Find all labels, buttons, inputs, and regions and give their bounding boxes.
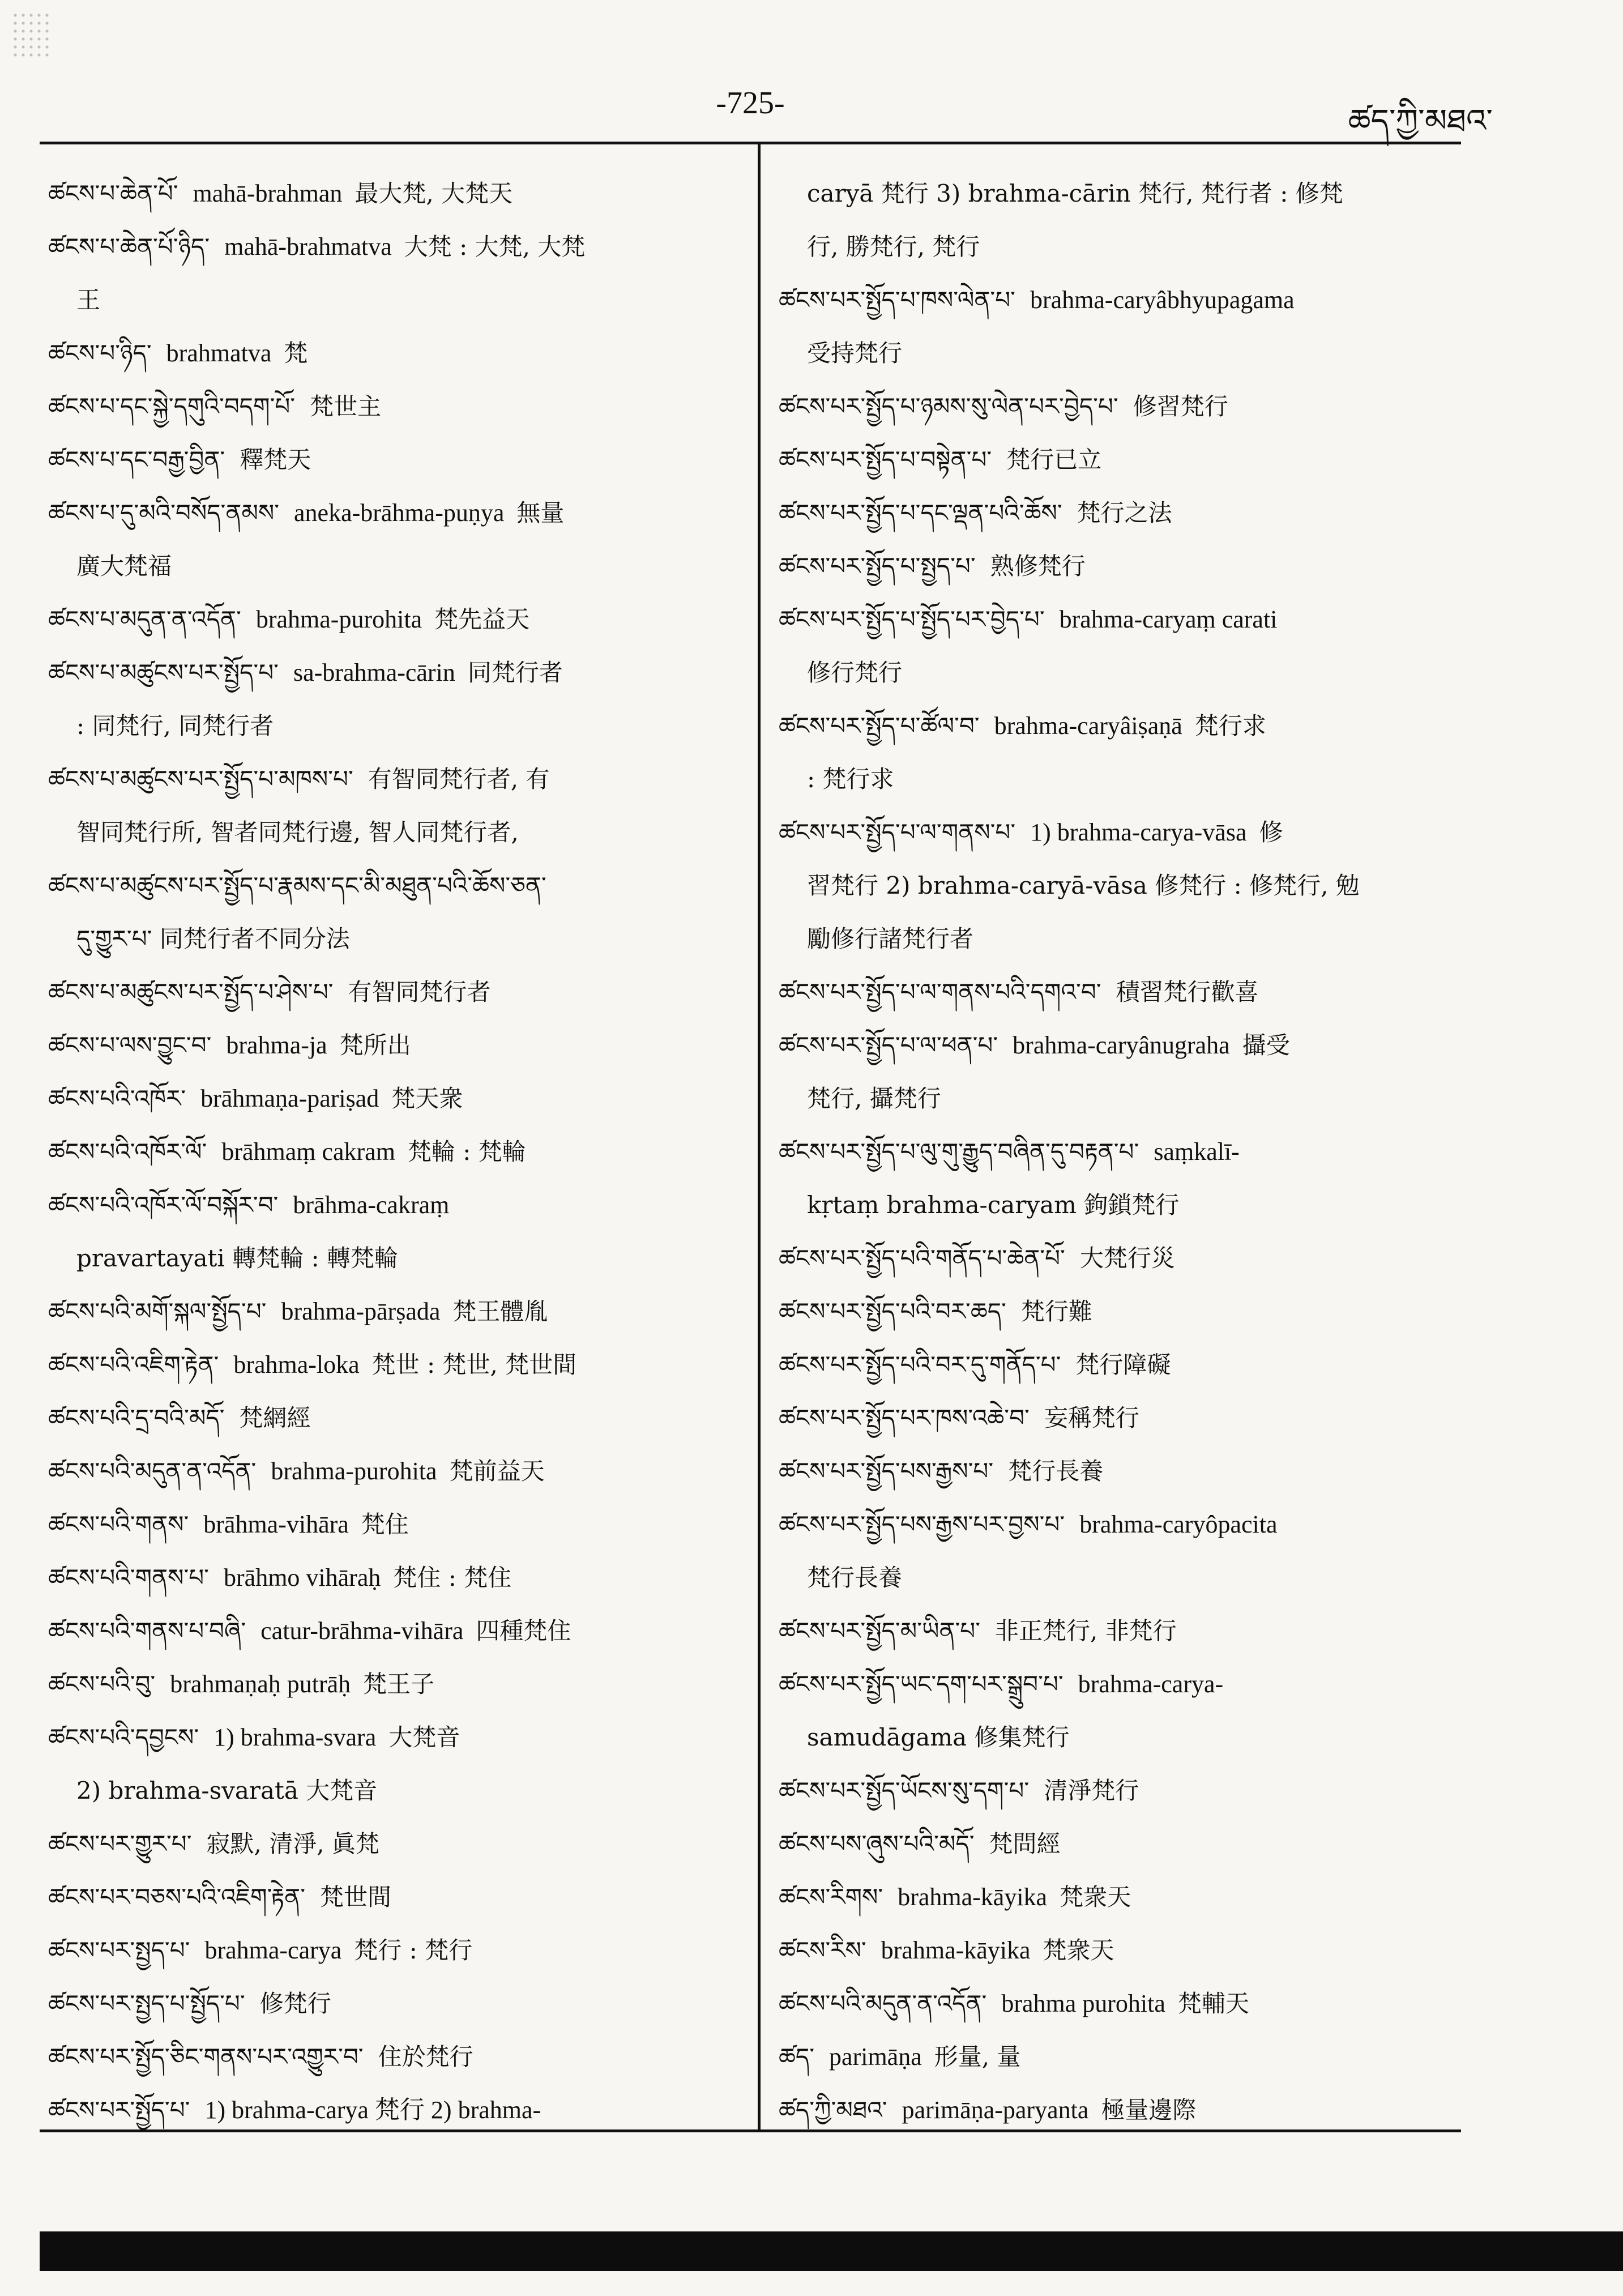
dictionary-entry xyxy=(779,2084,1475,2137)
dictionary-entry xyxy=(779,540,1475,593)
left-column xyxy=(48,167,745,2137)
dictionary-entry xyxy=(48,1977,745,2030)
sanskrit-equivalent: brāhmaṇa-pariṣad xyxy=(200,1085,379,1112)
chinese-equivalent: 梵前益天 xyxy=(449,1457,545,1485)
dictionary-entry xyxy=(779,1232,1475,1285)
tibetan-headword: ཚངས་པར་སྤྱོད་པའི་བར་ཆད་ xyxy=(779,1298,1006,1325)
tibetan-headword: ཚངས་པར་སྤྱོད་པས་རྒྱས་པ་ xyxy=(779,1457,994,1485)
tibetan-headword: ཚངས་པ་མཚུངས་པར་སྤྱོད་པ་རྣམས་དང་མི་མཐུན་པའི་ཆོས་ཅན་ xyxy=(48,872,546,899)
chinese-equivalent: 梵輪 : 梵輪 xyxy=(407,1138,526,1166)
sanskrit-equivalent: brahma-pārṣada xyxy=(281,1298,441,1325)
chinese-equivalent: 同梵行者 xyxy=(467,659,563,686)
tibetan-headword: ཚངས་པར་སྤྱོད་པ་དང་ལྡན་པའི་ཆོས་ xyxy=(779,499,1062,527)
dictionary-entry xyxy=(779,1392,1475,1445)
dictionary-entry xyxy=(48,753,745,806)
tibetan-headword: ཚངས་པར་སྤྱོད་པ་ལ་གནས་པའི་དགའ་བ་ xyxy=(779,978,1101,1006)
dictionary-entry xyxy=(779,433,1475,486)
dictionary-entry xyxy=(779,806,1475,859)
tibetan-headword: ཚངས་པའི་གནས་ xyxy=(48,1510,189,1538)
dictionary-entry xyxy=(48,1285,745,1338)
tibetan-headword: ཚངས་པར་སྤྱོད་པས་རྒྱས་པར་བྱས་པ་ xyxy=(779,1510,1065,1538)
dictionary-entry xyxy=(779,593,1475,646)
chinese-equivalent: 最大梵, 大梵天 xyxy=(355,180,513,207)
chinese-equivalent: 清淨梵行 xyxy=(1044,1777,1139,1804)
chinese-equivalent: 梵網經 xyxy=(239,1404,311,1432)
dictionary-entry xyxy=(48,593,745,646)
tibetan-headword: ཚངས་པ་དང་སྐྱེ་དགུའི་བདག་པོ་ xyxy=(48,392,296,420)
chinese-equivalent: 梵 xyxy=(284,339,308,367)
entry-continuation: 習梵行 2) brahma-caryā-vāsa 修梵行 : 修梵行, 勉 xyxy=(807,872,1360,899)
chinese-equivalent: 寂默, 清淨, 眞梵 xyxy=(206,1830,379,1858)
scan-edge-bar xyxy=(40,2231,1623,2271)
dictionary-entry xyxy=(48,1125,745,1179)
sanskrit-equivalent: brāhma-cakraṃ xyxy=(293,1191,450,1219)
sanskrit-equivalent: brahma-carya xyxy=(204,1936,342,1964)
tibetan-headword: ཚངས་པའི་གནས་པ་བཞི་ xyxy=(48,1617,246,1645)
chinese-equivalent: 梵行難 xyxy=(1020,1298,1092,1325)
entry-continuation: caryā 梵行 3) brahma-cārin 梵行, 梵行者 : 修梵 xyxy=(807,180,1343,207)
chinese-equivalent: 有智同梵行者 xyxy=(348,978,491,1006)
tibetan-headword: ཚངས་པར་བཅས་པའི་འཇིག་རྟེན་ xyxy=(48,1883,306,1911)
dictionary-entry xyxy=(779,1924,1475,1977)
sanskrit-equivalent: 1) brahma-carya 梵行 2) brahma- xyxy=(204,2096,541,2124)
chinese-equivalent: 熟修梵行 xyxy=(990,552,1086,580)
dictionary-entry xyxy=(48,966,745,1019)
dictionary-entry xyxy=(48,1019,745,1072)
chinese-equivalent: 修 xyxy=(1259,818,1283,846)
dictionary-entry xyxy=(779,1871,1475,1924)
tibetan-headword: ཚངས་པར་སྤྱད་པ་ xyxy=(48,1936,190,1964)
chinese-equivalent: 梵行長養 xyxy=(1008,1457,1104,1485)
entry-continuation: samudāgama 修集梵行 xyxy=(807,1723,1070,1751)
dictionary-entry xyxy=(779,1498,1475,1551)
sanskrit-equivalent: brahma-purohita xyxy=(255,605,422,633)
sanskrit-equivalent: brahmatva xyxy=(166,339,272,367)
sanskrit-equivalent: mahā-brahman xyxy=(193,180,343,207)
entry-continuation: 行, 勝梵行, 梵行 xyxy=(807,233,980,261)
chinese-equivalent: 極量邊際 xyxy=(1101,2096,1197,2124)
sanskrit-equivalent: sa-brahma-cārin xyxy=(293,659,455,686)
dictionary-entry xyxy=(48,1817,745,1871)
dictionary-entry xyxy=(48,1392,745,1445)
chinese-equivalent: 梵輔天 xyxy=(1177,1990,1249,2017)
chinese-equivalent: 釋梵天 xyxy=(240,446,311,473)
tibetan-headword: ཚངས་པར་སྤྱོད་པ་ཉམས་སུ་ལེན་པར་བྱེད་པ་ xyxy=(779,392,1118,420)
dictionary-entry xyxy=(779,1125,1475,1179)
dictionary-entry xyxy=(779,1445,1475,1498)
top-rule xyxy=(40,142,1461,144)
sanskrit-equivalent: 1) brahma-carya-vāsa xyxy=(1030,818,1247,846)
chinese-equivalent: 攝受 xyxy=(1242,1031,1290,1059)
dictionary-entry xyxy=(779,699,1475,753)
sanskrit-equivalent: brāhmaṃ cakram xyxy=(221,1138,395,1166)
tibetan-headword: ཚངས་པར་སྤྱོད་པ་བསྟེན་པ་ xyxy=(779,446,992,473)
dictionary-entry xyxy=(48,1498,745,1551)
chinese-equivalent: 梵衆天 xyxy=(1060,1883,1131,1911)
tibetan-headword: ཚངས་པར་སྤྱོད་པའི་བར་དུ་གནོད་པ་ xyxy=(779,1351,1061,1379)
tibetan-headword: ཚངས་པར་སྤྱོད་པ་ལ་གནས་པ་ xyxy=(779,818,1016,846)
tibetan-headword: ཚངས་པར་སྤྱོད་ཡང་དག་པར་སྒྲུབ་པ་ xyxy=(779,1670,1064,1698)
tibetan-headword: ཚངས་རིས་ xyxy=(779,1936,866,1964)
chinese-equivalent: 梵行已立 xyxy=(1006,446,1102,473)
chinese-equivalent: 梵王子 xyxy=(363,1670,435,1698)
sanskrit-equivalent: brāhmo vihāraḥ xyxy=(224,1564,381,1591)
tibetan-headword: ཚངས་པར་སྤྱད་པ་སྤྱོད་པ་ xyxy=(48,1990,245,2017)
tibetan-headword: ཚངས་པའི་འཁོར་ལོ་བསྐོར་བ་ xyxy=(48,1191,279,1219)
dictionary-entry xyxy=(779,486,1475,540)
entry-continuation: དུ་གྱུར་པ་ 同梵行者不同分法 xyxy=(76,925,350,953)
sanskrit-equivalent: 1) brahma-svara xyxy=(213,1723,377,1751)
dictionary-entry xyxy=(48,486,745,540)
column-divider xyxy=(758,144,761,2129)
dictionary-entry xyxy=(48,433,745,486)
tibetan-headword: ཚངས་པར་སྤྱོད་པ་སྤྱོད་པར་བྱེད་པ་ xyxy=(779,605,1045,633)
dictionary-entry xyxy=(48,1551,745,1604)
chinese-equivalent: 修習梵行 xyxy=(1133,392,1228,420)
sanskrit-equivalent: brāhma-vihāra xyxy=(203,1510,349,1538)
chinese-equivalent: 非正梵行, 非梵行 xyxy=(995,1617,1177,1645)
chinese-equivalent: 梵住 : 梵住 xyxy=(393,1564,512,1591)
dictionary-entry xyxy=(48,1711,745,1764)
sanskrit-equivalent: catur-brāhma-vihāra xyxy=(260,1617,464,1645)
dictionary-entry xyxy=(779,1977,1475,2030)
dictionary-entry xyxy=(779,1658,1475,1711)
dictionary-entry xyxy=(48,167,745,220)
chinese-equivalent: 大梵行災 xyxy=(1079,1244,1175,1272)
dictionary-entry xyxy=(779,1764,1475,1817)
entry-continuation: 王 xyxy=(76,286,101,314)
chinese-equivalent: 大梵 : 大梵, 大梵 xyxy=(404,233,586,261)
dictionary-entry xyxy=(48,1604,745,1658)
sanskrit-equivalent: brahma-ja xyxy=(226,1031,327,1059)
chinese-equivalent: 梵行之法 xyxy=(1077,499,1172,527)
dictionary-entry xyxy=(48,1924,745,1977)
chinese-equivalent: 形量, 量 xyxy=(934,2043,1021,2071)
sanskrit-equivalent: brahmaṇaḥ putrāḥ xyxy=(170,1670,351,1698)
chinese-equivalent: 梵天衆 xyxy=(391,1085,463,1112)
dictionary-entry xyxy=(779,1285,1475,1338)
entry-continuation: kṛtaṃ brahma-caryam 鉤鎖梵行 xyxy=(807,1191,1180,1219)
tibetan-headword: ཚངས་པར་སྤྱོད་པ་ལུ་གུ་རྒྱུད་བཞིན་དུ་བརྟན་པ་ xyxy=(779,1138,1139,1166)
sanskrit-equivalent: brahma-loka xyxy=(233,1351,360,1379)
tibetan-headword: ཚངས་པར་སྤྱོད་པ་ལ་ཕན་པ་ xyxy=(779,1031,998,1059)
tibetan-headword: ཚངས་རིགས་ xyxy=(779,1883,883,1911)
tibetan-headword: ཚངས་པར་སྤྱོད་མ་ཡིན་པ་ xyxy=(779,1617,981,1645)
entry-continuation: 梵行, 攝梵行 xyxy=(807,1085,941,1112)
entry-continuation: 智同梵行所, 智者同梵行邊, 智人同梵行者, xyxy=(76,818,519,846)
tibetan-headword: ཚངས་པར་གྱུར་པ་ xyxy=(48,1830,192,1858)
chinese-equivalent: 梵行求 xyxy=(1194,712,1266,740)
tibetan-headword: ཚངས་པར་སྤྱོད་པ་སྤྱད་པ་ xyxy=(779,552,976,580)
tibetan-headword: ཚངས་པ་མཚུངས་པར་སྤྱོད་པ་མཁས་པ་ xyxy=(48,765,353,793)
chinese-equivalent: 梵先益天 xyxy=(434,605,530,633)
tibetan-headword: ཚད་ xyxy=(779,2043,815,2071)
dictionary-entry xyxy=(779,274,1475,327)
tibetan-headword: ཚངས་པ་དུ་མའི་བསོད་ནམས་ xyxy=(48,499,280,527)
tibetan-headword: ཚངས་པ་མཚུངས་པར་སྤྱོད་པ་ xyxy=(48,659,279,686)
tibetan-headword: ཚངས་པ་ལས་བྱུང་བ་ xyxy=(48,1031,212,1059)
dictionary-entry xyxy=(48,646,745,699)
chinese-equivalent: 梵行 : 梵行 xyxy=(354,1936,473,1964)
sanskrit-equivalent: brahma-caryâbhyupagama xyxy=(1030,286,1295,314)
tibetan-headword: ཚངས་པའི་འཁོར་ xyxy=(48,1085,186,1112)
tibetan-headword: ཚངས་པ་ཆེན་པོ་ཉིད་ xyxy=(48,233,210,261)
sanskrit-equivalent: brahma-caryaṃ carati xyxy=(1059,605,1278,633)
sanskrit-equivalent: parimāṇa xyxy=(829,2043,922,2071)
dictionary-entry xyxy=(48,220,745,274)
tibetan-headword: ཚངས་པ་དང་བརྒྱ་བྱིན་ xyxy=(48,446,225,473)
dictionary-entry xyxy=(48,1179,745,1232)
chinese-equivalent: 有智同梵行者, 有 xyxy=(368,765,550,793)
dictionary-entry xyxy=(779,1338,1475,1392)
dictionary-entry xyxy=(48,2030,745,2084)
dictionary-entry xyxy=(779,2030,1475,2084)
chinese-equivalent: 梵行障礙 xyxy=(1075,1351,1171,1379)
chinese-equivalent: 梵世主 xyxy=(310,392,382,420)
running-head: ཚད་ཀྱི་མཐའ་ xyxy=(1348,103,1493,139)
sanskrit-equivalent: brahma-kāyika xyxy=(881,1936,1031,1964)
tibetan-headword: ཚངས་པའི་འཇིག་རྟེན་ xyxy=(48,1351,219,1379)
sanskrit-equivalent: brahma-purohita xyxy=(271,1457,437,1485)
tibetan-headword: ཚངས་པར་སྤྱོད་པར་ཁས་འཆེ་བ་ xyxy=(779,1404,1030,1432)
dictionary-entry xyxy=(48,1445,745,1498)
tibetan-headword: ཚངས་པ་ཆེན་པོ་ xyxy=(48,180,178,207)
entry-continuation: pravartayati 轉梵輪 : 轉梵輪 xyxy=(76,1244,399,1272)
tibetan-headword: ཚངས་པའི་འཁོར་ལོ་ xyxy=(48,1138,207,1166)
tibetan-headword: ཚངས་པའི་མདུན་ན་འདོན་ xyxy=(48,1457,257,1485)
tibetan-headword: ཚངས་པའི་དབྱངས་ xyxy=(48,1723,199,1751)
entry-continuation: : 梵行求 xyxy=(807,765,894,793)
sanskrit-equivalent: brahma purohita xyxy=(1001,1990,1165,2017)
sanskrit-equivalent: brahma-carya- xyxy=(1078,1670,1224,1698)
tibetan-headword: ཚངས་པའི་གནས་པ་ xyxy=(48,1564,210,1591)
tibetan-headword: ཚངས་པའི་མགོ་སྐལ་སྤྱོད་པ་ xyxy=(48,1298,267,1325)
tibetan-headword: ཚངས་པར་སྤྱོད་པའི་གནོད་པ་ཆེན་པོ་ xyxy=(779,1244,1065,1272)
dictionary-entry xyxy=(48,1658,745,1711)
tibetan-headword: ཚངས་པ་མཚུངས་པར་སྤྱོད་པ་ཤེས་པ་ xyxy=(48,978,334,1006)
dictionary-entry xyxy=(779,966,1475,1019)
tibetan-headword: ཚངས་པར་སྤྱོད་ཡོངས་སུ་དག་པ་ xyxy=(779,1777,1030,1804)
chinese-equivalent: 大梵音 xyxy=(388,1723,460,1751)
tibetan-headword: ཚངས་པའི་དྲ་བའི་མདོ་ xyxy=(48,1404,225,1432)
dictionary-entry xyxy=(48,1338,745,1392)
entry-continuation: 廣大梵福 xyxy=(76,552,172,580)
entry-continuation: 受持梵行 xyxy=(807,339,903,367)
dictionary-entry xyxy=(779,380,1475,433)
sanskrit-equivalent: mahā-brahmatva xyxy=(224,233,392,261)
dictionary-entry xyxy=(48,1072,745,1125)
chinese-equivalent: 梵住 xyxy=(361,1510,409,1538)
chinese-equivalent: 妄稱梵行 xyxy=(1044,1404,1139,1432)
chinese-equivalent: 四種梵住 xyxy=(476,1617,571,1645)
dictionary-entry xyxy=(779,1019,1475,1072)
tibetan-headword: ཚངས་པར་སྤྱོད་པ་ཚོལ་བ་ xyxy=(779,712,980,740)
chinese-equivalent: 無量 xyxy=(516,499,565,527)
chinese-equivalent: 梵世間 xyxy=(320,1883,392,1911)
dictionary-entry xyxy=(779,1817,1475,1871)
sanskrit-equivalent: aneka-brāhma-puṇya xyxy=(294,499,505,527)
chinese-equivalent: 梵世 : 梵世, 梵世間 xyxy=(371,1351,577,1379)
sanskrit-equivalent: brahma-kāyika xyxy=(898,1883,1048,1911)
dictionary-entry xyxy=(779,1604,1475,1658)
tibetan-headword: ཚངས་པས་ཞུས་པའི་མདོ་ xyxy=(779,1830,975,1858)
entry-continuation: : 同梵行, 同梵行者 xyxy=(76,712,274,740)
chinese-equivalent: 梵衆天 xyxy=(1043,1936,1114,1964)
chinese-equivalent: 梵王體胤 xyxy=(452,1298,548,1325)
right-column xyxy=(779,167,1475,2137)
sanskrit-equivalent: parimāṇa-paryanta xyxy=(902,2096,1089,2124)
dictionary-entry xyxy=(48,327,745,380)
tibetan-headword: ཚངས་པར་སྤྱོད་ཅིང་གནས་པར་འགྱུར་བ་ xyxy=(48,2043,364,2071)
entry-continuation: 修行梵行 xyxy=(807,659,903,686)
chinese-equivalent: 住於梵行 xyxy=(378,2043,473,2071)
dictionary-entry xyxy=(48,2084,745,2137)
tibetan-headword: ཚངས་པ་མདུན་ན་འདོན་ xyxy=(48,605,241,633)
dictionary-entry xyxy=(48,859,745,912)
sanskrit-equivalent: saṃkalī- xyxy=(1154,1138,1240,1166)
dictionary-entry xyxy=(48,380,745,433)
tibetan-headword: ཚངས་པའི་བུ་ xyxy=(48,1670,156,1698)
tibetan-headword: ཚངས་པའི་མདུན་ན་འདོན་ xyxy=(779,1990,987,2017)
chinese-equivalent: 積習梵行歡喜 xyxy=(1116,978,1259,1006)
chinese-equivalent: 梵問經 xyxy=(989,1830,1061,1858)
sanskrit-equivalent: brahma-caryâiṣaṇā xyxy=(994,712,1182,740)
entry-continuation: 2) brahma-svaratā 大梵音 xyxy=(76,1777,378,1804)
tibetan-headword: ཚངས་པ་ཉིད་ xyxy=(48,339,152,367)
scan-smudge xyxy=(11,11,51,57)
chinese-equivalent: 修梵行 xyxy=(259,1990,331,2017)
sanskrit-equivalent: brahma-caryôpacita xyxy=(1079,1510,1278,1538)
page-number: -725- xyxy=(716,86,785,121)
sanskrit-equivalent: brahma-caryânugraha xyxy=(1013,1031,1230,1059)
entry-continuation: 梵行長養 xyxy=(807,1564,903,1591)
tibetan-headword: ཚངས་པར་སྤྱོད་པ་ xyxy=(48,2096,190,2124)
tibetan-headword: ཚངས་པར་སྤྱོད་པ་ཁས་ལེན་པ་ xyxy=(779,286,1015,314)
dictionary-entry xyxy=(48,1871,745,1924)
tibetan-headword: ཚད་ཀྱི་མཐའ་ xyxy=(779,2096,887,2124)
chinese-equivalent: 梵所出 xyxy=(339,1031,411,1059)
entry-continuation: 勵修行諸梵行者 xyxy=(807,925,974,953)
